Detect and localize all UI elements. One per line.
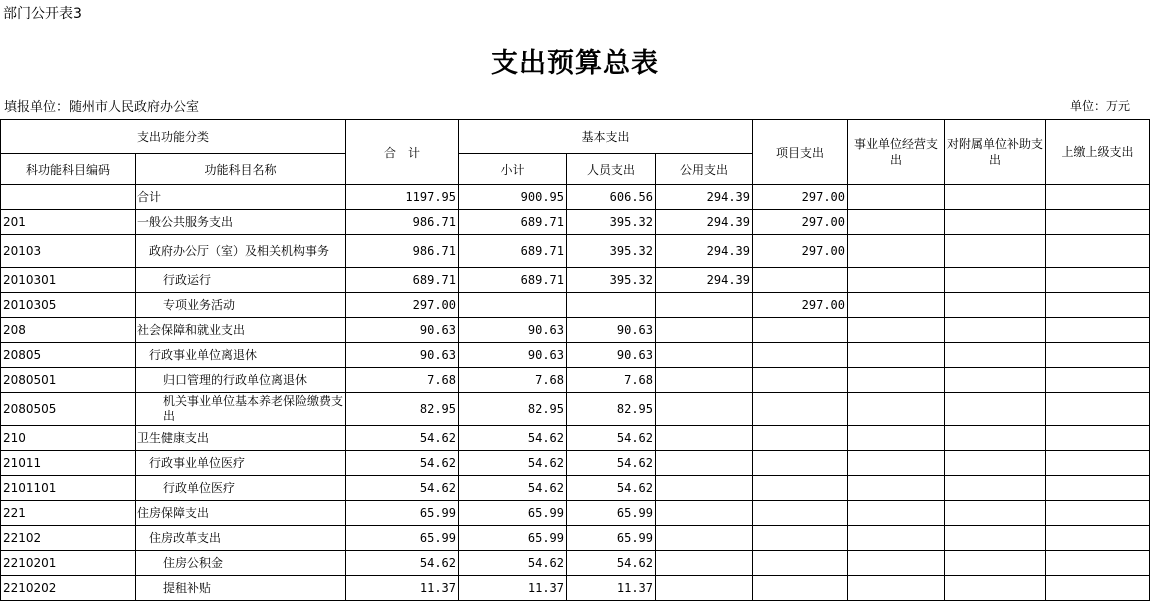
cell-personnel: 54.62 [567, 476, 656, 501]
cell-total: 297.00 [346, 293, 459, 318]
header-subsidy: 对附属单位补助支出 [945, 120, 1046, 185]
cell-subsidy [945, 426, 1046, 451]
cell-total: 54.62 [346, 451, 459, 476]
cell-subtotal [459, 293, 567, 318]
cell-total: 11.37 [346, 576, 459, 601]
cell-code: 2010305 [1, 293, 136, 318]
header-personnel: 人员支出 [567, 154, 656, 185]
cell-name: 机关事业单位基本养老保险缴费支出 [136, 393, 346, 426]
table-row [1, 451, 1150, 476]
header-func-class: 支出功能分类 [1, 120, 346, 154]
cell-business [848, 476, 945, 501]
cell-code: 2080501 [1, 368, 136, 393]
cell-business [848, 576, 945, 601]
header-subtotal: 小计 [459, 154, 567, 185]
cell-project [753, 368, 848, 393]
table-row [1, 576, 1150, 601]
cell-business [848, 551, 945, 576]
cell-code [1, 185, 136, 210]
cell-total: 65.99 [346, 501, 459, 526]
cell-code: 208 [1, 318, 136, 343]
cell-name: 一般公共服务支出 [136, 210, 346, 235]
cell-subsidy [945, 476, 1046, 501]
table-row [1, 185, 1150, 210]
cell-business [848, 343, 945, 368]
cell-total: 65.99 [346, 526, 459, 551]
cell-code: 221 [1, 501, 136, 526]
cell-name: 行政运行 [136, 268, 346, 293]
cell-code: 21011 [1, 451, 136, 476]
cell-remit [1046, 476, 1150, 501]
table-row [1, 293, 1150, 318]
cell-subtotal: 54.62 [459, 551, 567, 576]
cell-project: 297.00 [753, 185, 848, 210]
table-row [1, 318, 1150, 343]
table-row [1, 476, 1150, 501]
cell-total: 1197.95 [346, 185, 459, 210]
cell-personnel: 65.99 [567, 501, 656, 526]
cell-subtotal: 11.37 [459, 576, 567, 601]
cell-personnel: 90.63 [567, 343, 656, 368]
cell-subtotal: 689.71 [459, 235, 567, 268]
cell-total: 90.63 [346, 343, 459, 368]
cell-subsidy [945, 393, 1046, 426]
cell-code: 20103 [1, 235, 136, 268]
cell-public [656, 451, 753, 476]
cell-total: 986.71 [346, 210, 459, 235]
cell-subtotal: 689.71 [459, 268, 567, 293]
cell-public [656, 393, 753, 426]
cell-public [656, 343, 753, 368]
cell-public [656, 293, 753, 318]
cell-name: 专项业务活动 [136, 293, 346, 318]
cell-public [656, 426, 753, 451]
header-total: 合 计 [346, 120, 459, 185]
cell-personnel: 54.62 [567, 551, 656, 576]
cell-subsidy [945, 368, 1046, 393]
cell-remit [1046, 501, 1150, 526]
cell-subsidy [945, 526, 1046, 551]
cell-subtotal: 900.95 [459, 185, 567, 210]
cell-subsidy [945, 185, 1046, 210]
cell-code: 2080505 [1, 393, 136, 426]
table-row [1, 235, 1150, 268]
cell-subsidy [945, 293, 1046, 318]
cell-subsidy [945, 268, 1046, 293]
cell-business [848, 393, 945, 426]
cell-project: 297.00 [753, 293, 848, 318]
cell-subtotal: 7.68 [459, 368, 567, 393]
cell-personnel [567, 293, 656, 318]
cell-public [656, 501, 753, 526]
cell-remit [1046, 526, 1150, 551]
cell-code: 210 [1, 426, 136, 451]
cell-subtotal: 54.62 [459, 476, 567, 501]
cell-public: 294.39 [656, 268, 753, 293]
cell-name: 卫生健康支出 [136, 426, 346, 451]
table-row [1, 368, 1150, 393]
cell-name: 住房保障支出 [136, 501, 346, 526]
cell-project [753, 451, 848, 476]
cell-total: 7.68 [346, 368, 459, 393]
cell-name: 合计 [136, 185, 346, 210]
table-row [1, 551, 1150, 576]
cell-project [753, 318, 848, 343]
cell-remit [1046, 451, 1150, 476]
header-project: 项目支出 [753, 120, 848, 185]
table-row [1, 343, 1150, 368]
cell-public [656, 551, 753, 576]
cell-total: 90.63 [346, 318, 459, 343]
table-row [1, 526, 1150, 551]
table-row [1, 210, 1150, 235]
header-business: 事业单位经营支出 [848, 120, 945, 185]
cell-public [656, 368, 753, 393]
cell-subsidy [945, 501, 1046, 526]
cell-personnel: 54.62 [567, 451, 656, 476]
cell-project [753, 501, 848, 526]
cell-total: 54.62 [346, 476, 459, 501]
cell-remit [1046, 551, 1150, 576]
cell-business [848, 235, 945, 268]
cell-personnel: 395.32 [567, 268, 656, 293]
cell-personnel: 395.32 [567, 235, 656, 268]
cell-total: 54.62 [346, 426, 459, 451]
cell-public [656, 476, 753, 501]
cell-remit [1046, 235, 1150, 268]
cell-personnel: 606.56 [567, 185, 656, 210]
cell-subtotal: 90.63 [459, 318, 567, 343]
cell-remit [1046, 426, 1150, 451]
cell-public: 294.39 [656, 185, 753, 210]
cell-subtotal: 689.71 [459, 210, 567, 235]
cell-remit [1046, 393, 1150, 426]
cell-business [848, 368, 945, 393]
cell-remit [1046, 368, 1150, 393]
cell-project [753, 268, 848, 293]
cell-public [656, 526, 753, 551]
cell-name: 政府办公厅（室）及相关机构事务 [136, 235, 346, 268]
header-basic: 基本支出 [459, 120, 753, 154]
cell-remit [1046, 210, 1150, 235]
table-number-label: 部门公开表3 [3, 6, 82, 22]
table-row [1, 393, 1150, 426]
cell-personnel: 54.62 [567, 426, 656, 451]
table-row [1, 426, 1150, 451]
header-code: 科功能科目编码 [1, 154, 136, 185]
page-title: 支出预算总表 [491, 48, 659, 79]
budget-table [0, 119, 1150, 601]
cell-subtotal: 82.95 [459, 393, 567, 426]
cell-business [848, 268, 945, 293]
cell-subtotal: 54.62 [459, 451, 567, 476]
cell-business [848, 293, 945, 318]
cell-personnel: 11.37 [567, 576, 656, 601]
cell-code: 201 [1, 210, 136, 235]
cell-code: 2010301 [1, 268, 136, 293]
cell-name: 归口管理的行政单位离退休 [136, 368, 346, 393]
cell-code: 20805 [1, 343, 136, 368]
header-name: 功能科目名称 [136, 154, 346, 185]
cell-subsidy [945, 551, 1046, 576]
cell-business [848, 451, 945, 476]
table-body [1, 185, 1150, 601]
cell-code: 2210201 [1, 551, 136, 576]
cell-business [848, 318, 945, 343]
cell-code: 22102 [1, 526, 136, 551]
cell-total: 986.71 [346, 235, 459, 268]
currency-unit: 单位：万元 [1069, 99, 1130, 113]
cell-subsidy [945, 235, 1046, 268]
cell-subtotal: 65.99 [459, 526, 567, 551]
cell-name: 住房公积金 [136, 551, 346, 576]
cell-subsidy [945, 343, 1046, 368]
cell-remit [1046, 576, 1150, 601]
cell-public [656, 576, 753, 601]
cell-project [753, 551, 848, 576]
cell-subtotal: 90.63 [459, 343, 567, 368]
cell-personnel: 90.63 [567, 318, 656, 343]
cell-public: 294.39 [656, 235, 753, 268]
cell-name: 行政单位医疗 [136, 476, 346, 501]
cell-total: 54.62 [346, 551, 459, 576]
cell-project [753, 526, 848, 551]
cell-remit [1046, 268, 1150, 293]
cell-project [753, 476, 848, 501]
cell-name: 住房改革支出 [136, 526, 346, 551]
cell-name: 提租补贴 [136, 576, 346, 601]
cell-project [753, 426, 848, 451]
cell-public [656, 318, 753, 343]
cell-name: 行政事业单位离退休 [136, 343, 346, 368]
cell-subtotal: 54.62 [459, 426, 567, 451]
cell-personnel: 82.95 [567, 393, 656, 426]
cell-remit [1046, 293, 1150, 318]
cell-personnel: 395.32 [567, 210, 656, 235]
cell-subtotal: 65.99 [459, 501, 567, 526]
cell-remit [1046, 318, 1150, 343]
cell-remit [1046, 343, 1150, 368]
cell-subsidy [945, 210, 1046, 235]
cell-personnel: 7.68 [567, 368, 656, 393]
cell-business [848, 210, 945, 235]
cell-personnel: 65.99 [567, 526, 656, 551]
cell-business [848, 526, 945, 551]
cell-total: 82.95 [346, 393, 459, 426]
cell-subsidy [945, 451, 1046, 476]
cell-business [848, 501, 945, 526]
table-row [1, 501, 1150, 526]
cell-project: 297.00 [753, 235, 848, 268]
cell-code: 2101101 [1, 476, 136, 501]
cell-project [753, 343, 848, 368]
cell-project [753, 393, 848, 426]
header-remit: 上缴上级支出 [1046, 120, 1150, 185]
cell-name: 社会保障和就业支出 [136, 318, 346, 343]
cell-name: 行政事业单位医疗 [136, 451, 346, 476]
cell-code: 2210202 [1, 576, 136, 601]
cell-public: 294.39 [656, 210, 753, 235]
cell-total: 689.71 [346, 268, 459, 293]
table-row [1, 268, 1150, 293]
cell-business [848, 185, 945, 210]
cell-remit [1046, 185, 1150, 210]
cell-project [753, 576, 848, 601]
cell-subsidy [945, 318, 1046, 343]
cell-project: 297.00 [753, 210, 848, 235]
reporting-unit: 填报单位：随州市人民政府办公室 [4, 100, 200, 115]
header-public: 公用支出 [656, 154, 753, 185]
cell-business [848, 426, 945, 451]
cell-subsidy [945, 576, 1046, 601]
